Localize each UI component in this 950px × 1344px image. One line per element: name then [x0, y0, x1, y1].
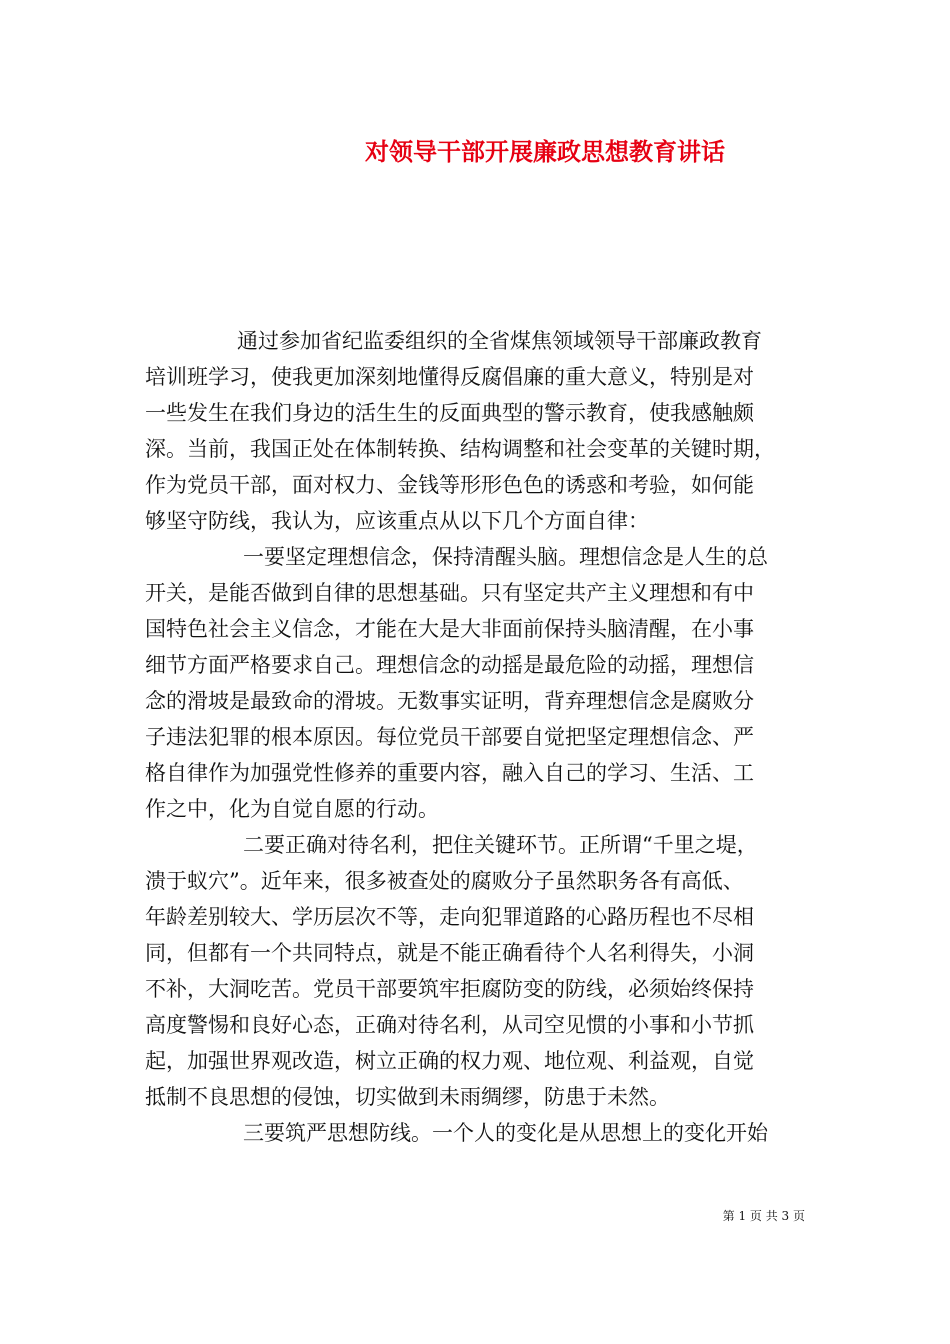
- paragraph-3-line-2: 溃于蚁穴”。近年来，很多被查处的腐败分子虽然职务各有高低、: [145, 869, 744, 893]
- document-title: 对领导干部开展廉政思想教育讲话: [365, 137, 725, 166]
- paragraph-2-line-4: 细节方面严格要求自己。理想信念的动摇是最危险的动摇，理想信: [145, 653, 754, 677]
- paragraph-1-line-3: 一些发生在我们身边的活生生的反面典型的警示教育，使我感触颇: [145, 401, 754, 425]
- paragraph-2-line-3: 国特色社会主义信念，才能在大是大非面前保持头脑清醒，在小事: [145, 617, 754, 641]
- document-body: [145, 323, 815, 1151]
- paragraph-2-line-7: 格自律作为加强党性修养的重要内容，融入自己的学习、生活、工: [145, 761, 754, 785]
- paragraph-3-line-5: 不补，大洞吃苦。党员干部要筑牢拒腐防变的防线，必须始终保持: [145, 977, 754, 1001]
- paragraph-1-line-5: 作为党员干部，面对权力、金钱等形形色色的诱惑和考验，如何能: [145, 473, 754, 497]
- paragraph-1-line-6: 够坚守防线，我认为，应该重点从以下几个方面自律：: [145, 509, 649, 533]
- paragraph-1-line-2: 培训班学习，使我更加深刻地懂得反腐倡廉的重大意义，特别是对: [145, 365, 754, 389]
- paragraph-2-line-2: 开关，是能否做到自律的思想基础。只有坚定共产主义理想和有中: [145, 581, 754, 605]
- paragraph-1-line-4: 深。当前，我国正处在体制转换、结构调整和社会变革的关键时期，: [145, 437, 775, 461]
- paragraph-3-line-4: 同，但都有一个共同特点，就是不能正确看待个人名利得失，小洞: [145, 941, 754, 965]
- paragraph-3-line-3: 年龄差别较大、学历层次不等，走向犯罪道路的心路历程也不尽相: [145, 905, 754, 929]
- paragraph-3-line-8: 抵制不良思想的侵蚀，切实做到未雨绸缪，防患于未然。: [145, 1085, 670, 1109]
- paragraph-1-line-1: 通过参加省纪监委组织的全省煤焦领域领导干部廉政教育: [237, 329, 762, 353]
- paragraph-3-line-7: 起，加强世界观改造，树立正确的权力观、地位观、利益观，自觉: [145, 1049, 754, 1073]
- page-number: 第 1 页 共 3 页: [722, 1209, 805, 1223]
- paragraph-3-line-1: 二要正确对待名利，把住关键环节。正所谓“千里之堤，: [243, 833, 758, 857]
- paragraph-2-line-5: 念的滑坡是最致命的滑坡。无数事实证明，背弃理想信念是腐败分: [145, 689, 754, 713]
- paragraph-2-line-8: 作之中，化为自觉自愿的行动。: [145, 797, 439, 821]
- paragraph-2-line-1: 一要坚定理想信念，保持清醒头脑。理想信念是人生的总: [243, 545, 768, 569]
- paragraph-3-line-6: 高度警惕和良好心态，正确对待名利，从司空见惯的小事和小节抓: [145, 1013, 754, 1037]
- paragraph-4-line-1: 三要筑严思想防线。一个人的变化是从思想上的变化开始: [243, 1121, 768, 1145]
- paragraph-2-line-6: 子违法犯罪的根本原因。每位党员干部要自觉把坚定理想信念、严: [145, 725, 754, 749]
